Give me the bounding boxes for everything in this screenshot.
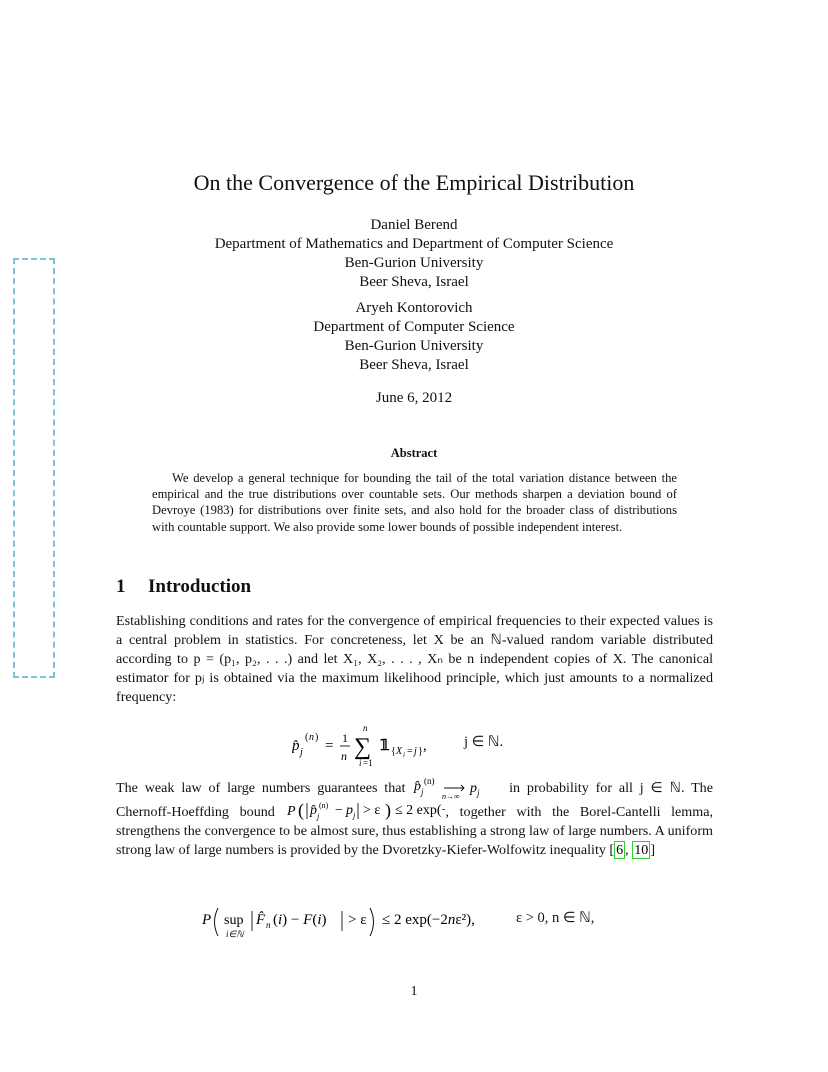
section-title: Introduction — [148, 576, 252, 597]
page-number: 1 — [410, 984, 418, 999]
svg-text:sup: sup — [224, 913, 244, 928]
svg-text:i: i — [359, 758, 362, 768]
para2-part-d: , together with the Borel-Cantelli lemma, strengthens the convergence to be almost sure, thus establishing a strong law of large numbers. A uniform strong law of large numbers is provided by the Dvoretzky-Kiefer-Wolfowitz inequality — [116, 804, 714, 858]
svg-text:p̂: p̂ — [310, 803, 318, 818]
chernoff-hoeffding-expression — [285, 800, 445, 822]
intro-paragraph-2-text: The weak law of large numbers guarantees that p̂ j (n) n→∞ p j in probability for all j ∈ ℕ. The Chernoff-Hoeffding bound P ( p̂ j (n) − p j > ε ) ≤ 2 exp( , together with the Borel-Cantelli lemma, strengthens the convergence to be almost sure, thus establishing a strong law of large numbers. A uniform strong law of large numbers is provided by the Dvoretzky-Kiefer-Wolfowitz inequality [ 6 , 10 ] — [116, 778, 714, 858]
abstract-heading: Abstract — [390, 446, 438, 460]
equation-2-condition: ε > 0, n ∈ ℕ, — [516, 910, 595, 926]
convergence-expression — [412, 778, 502, 800]
svg-text:,: , — [423, 738, 427, 754]
author-1-univ: Ben-Gurion University — [344, 255, 484, 271]
abstract-body — [152, 470, 677, 535]
citation-6[interactable]: 6 — [616, 842, 624, 858]
svg-text:n: n — [363, 724, 368, 733]
svg-text:j: j — [414, 746, 417, 757]
svg-text:j: j — [317, 812, 320, 821]
svg-text:j: j — [300, 747, 303, 758]
svg-text:n: n — [309, 732, 314, 743]
svg-text:i∈ℕ: i∈ℕ — [226, 929, 244, 939]
paper-title: On the Convergence of the Empirical Distribution — [193, 170, 635, 195]
svg-text:j: j — [353, 811, 356, 820]
section-heading — [116, 576, 251, 598]
svg-text:P: P — [287, 804, 297, 819]
svg-text:≤ 2 exp(−2nε²): ≤ 2 exp( — [395, 803, 443, 818]
svg-text:𝟙: 𝟙 — [380, 738, 390, 754]
para2-part-b: in probability for all j ∈ ℕ. — [509, 780, 685, 796]
svg-text:}: } — [418, 746, 423, 757]
svg-text:n→∞: n→∞ — [442, 792, 460, 800]
svg-text:≤ 2 exp(−2nε²),: ≤ 2 exp(−2nε²), — [382, 912, 475, 928]
svg-text:P: P — [202, 912, 212, 928]
intro-paragraph-2 — [116, 778, 713, 860]
svg-text:(: ( — [305, 732, 309, 743]
svg-text:=: = — [407, 746, 413, 757]
section-number: 1 — [116, 576, 126, 597]
equation-2-graphic — [202, 902, 502, 944]
svg-text:j: j — [421, 787, 424, 797]
svg-text:p̂: p̂ — [292, 738, 300, 754]
abstract-text: We develop a general technique for bounding the tail of the total variation distance between the empirical and the true distributions over countable sets. Our methods sharpen a deviation bound of Devroye (1983) for distributions over finite sets, and also hold for the broader class of distributions with countable support. We also provide some lower bounds of possible independent interest. — [152, 471, 677, 534]
svg-text:{: { — [391, 746, 396, 757]
svg-text:j: j — [477, 788, 480, 798]
svg-text:n: n — [341, 749, 347, 763]
intro-paragraph-1-text: Establishing conditions and rates for the convergence of empirical frequencies to their expected values is a central problem in statistics. For concreteness, let X be an ℕ-valued random variable distributed according to p = (p₁, p₂, . . .) and let X₁, X₂, . . . , Xₙ be n independent copies of X. The canonical estimator for pⱼ is obtained via the maximum likelihood principle, which just amounts to a normalized frequency: — [116, 613, 713, 705]
svg-text:(n): (n) — [319, 801, 329, 810]
author-2-univ: Ben-Gurion University — [344, 338, 484, 354]
equation-dkw-inequality — [202, 902, 502, 949]
svg-text:p: p — [346, 803, 354, 818]
para2-part-c: The Chernoff-Hoeffding bound — [116, 780, 713, 820]
author-2-city: Beer Sheva, Israel — [359, 357, 469, 373]
svg-text:(n): (n) — [424, 778, 435, 786]
svg-text:=: = — [325, 738, 334, 754]
svg-text:n: n — [266, 920, 271, 930]
svg-text:1: 1 — [342, 731, 348, 745]
author-2-name: Aryeh Kontorovich — [355, 300, 473, 316]
svg-text:p: p — [470, 781, 478, 796]
author-1-dept: Department of Mathematics and Department of Computer Science — [214, 236, 614, 252]
svg-text:∑: ∑ — [354, 734, 372, 760]
svg-text:X: X — [396, 746, 403, 757]
svg-text:F̂: F̂ — [256, 912, 266, 928]
author-2-dept: Department of Computer Science — [313, 319, 515, 335]
svg-text:−: − — [335, 803, 344, 818]
svg-text:=1: =1 — [363, 758, 373, 768]
intro-paragraph-1 — [116, 612, 713, 707]
svg-text:i: i — [403, 751, 405, 759]
svg-text:p̂: p̂ — [414, 779, 422, 794]
svg-text:): ) — [315, 732, 319, 743]
svg-text:): ) — [385, 800, 392, 820]
svg-text:> ε: > ε — [348, 912, 367, 928]
para2-part-a: The weak law of large numbers guarantees that — [116, 780, 406, 796]
citation-10[interactable]: 10 — [634, 842, 649, 858]
author-1-city: Beer Sheva, Israel — [359, 274, 469, 290]
paper-date: June 6, 2012 — [375, 390, 453, 406]
svg-text:(i) − F(i): (i) − F(i) — [273, 912, 327, 928]
svg-text:(: ( — [298, 800, 305, 820]
author-1-name: Daniel Berend — [370, 217, 458, 233]
equation-1-condition: j ∈ ℕ. — [464, 734, 504, 750]
svg-text:> ε: > ε — [363, 803, 381, 818]
